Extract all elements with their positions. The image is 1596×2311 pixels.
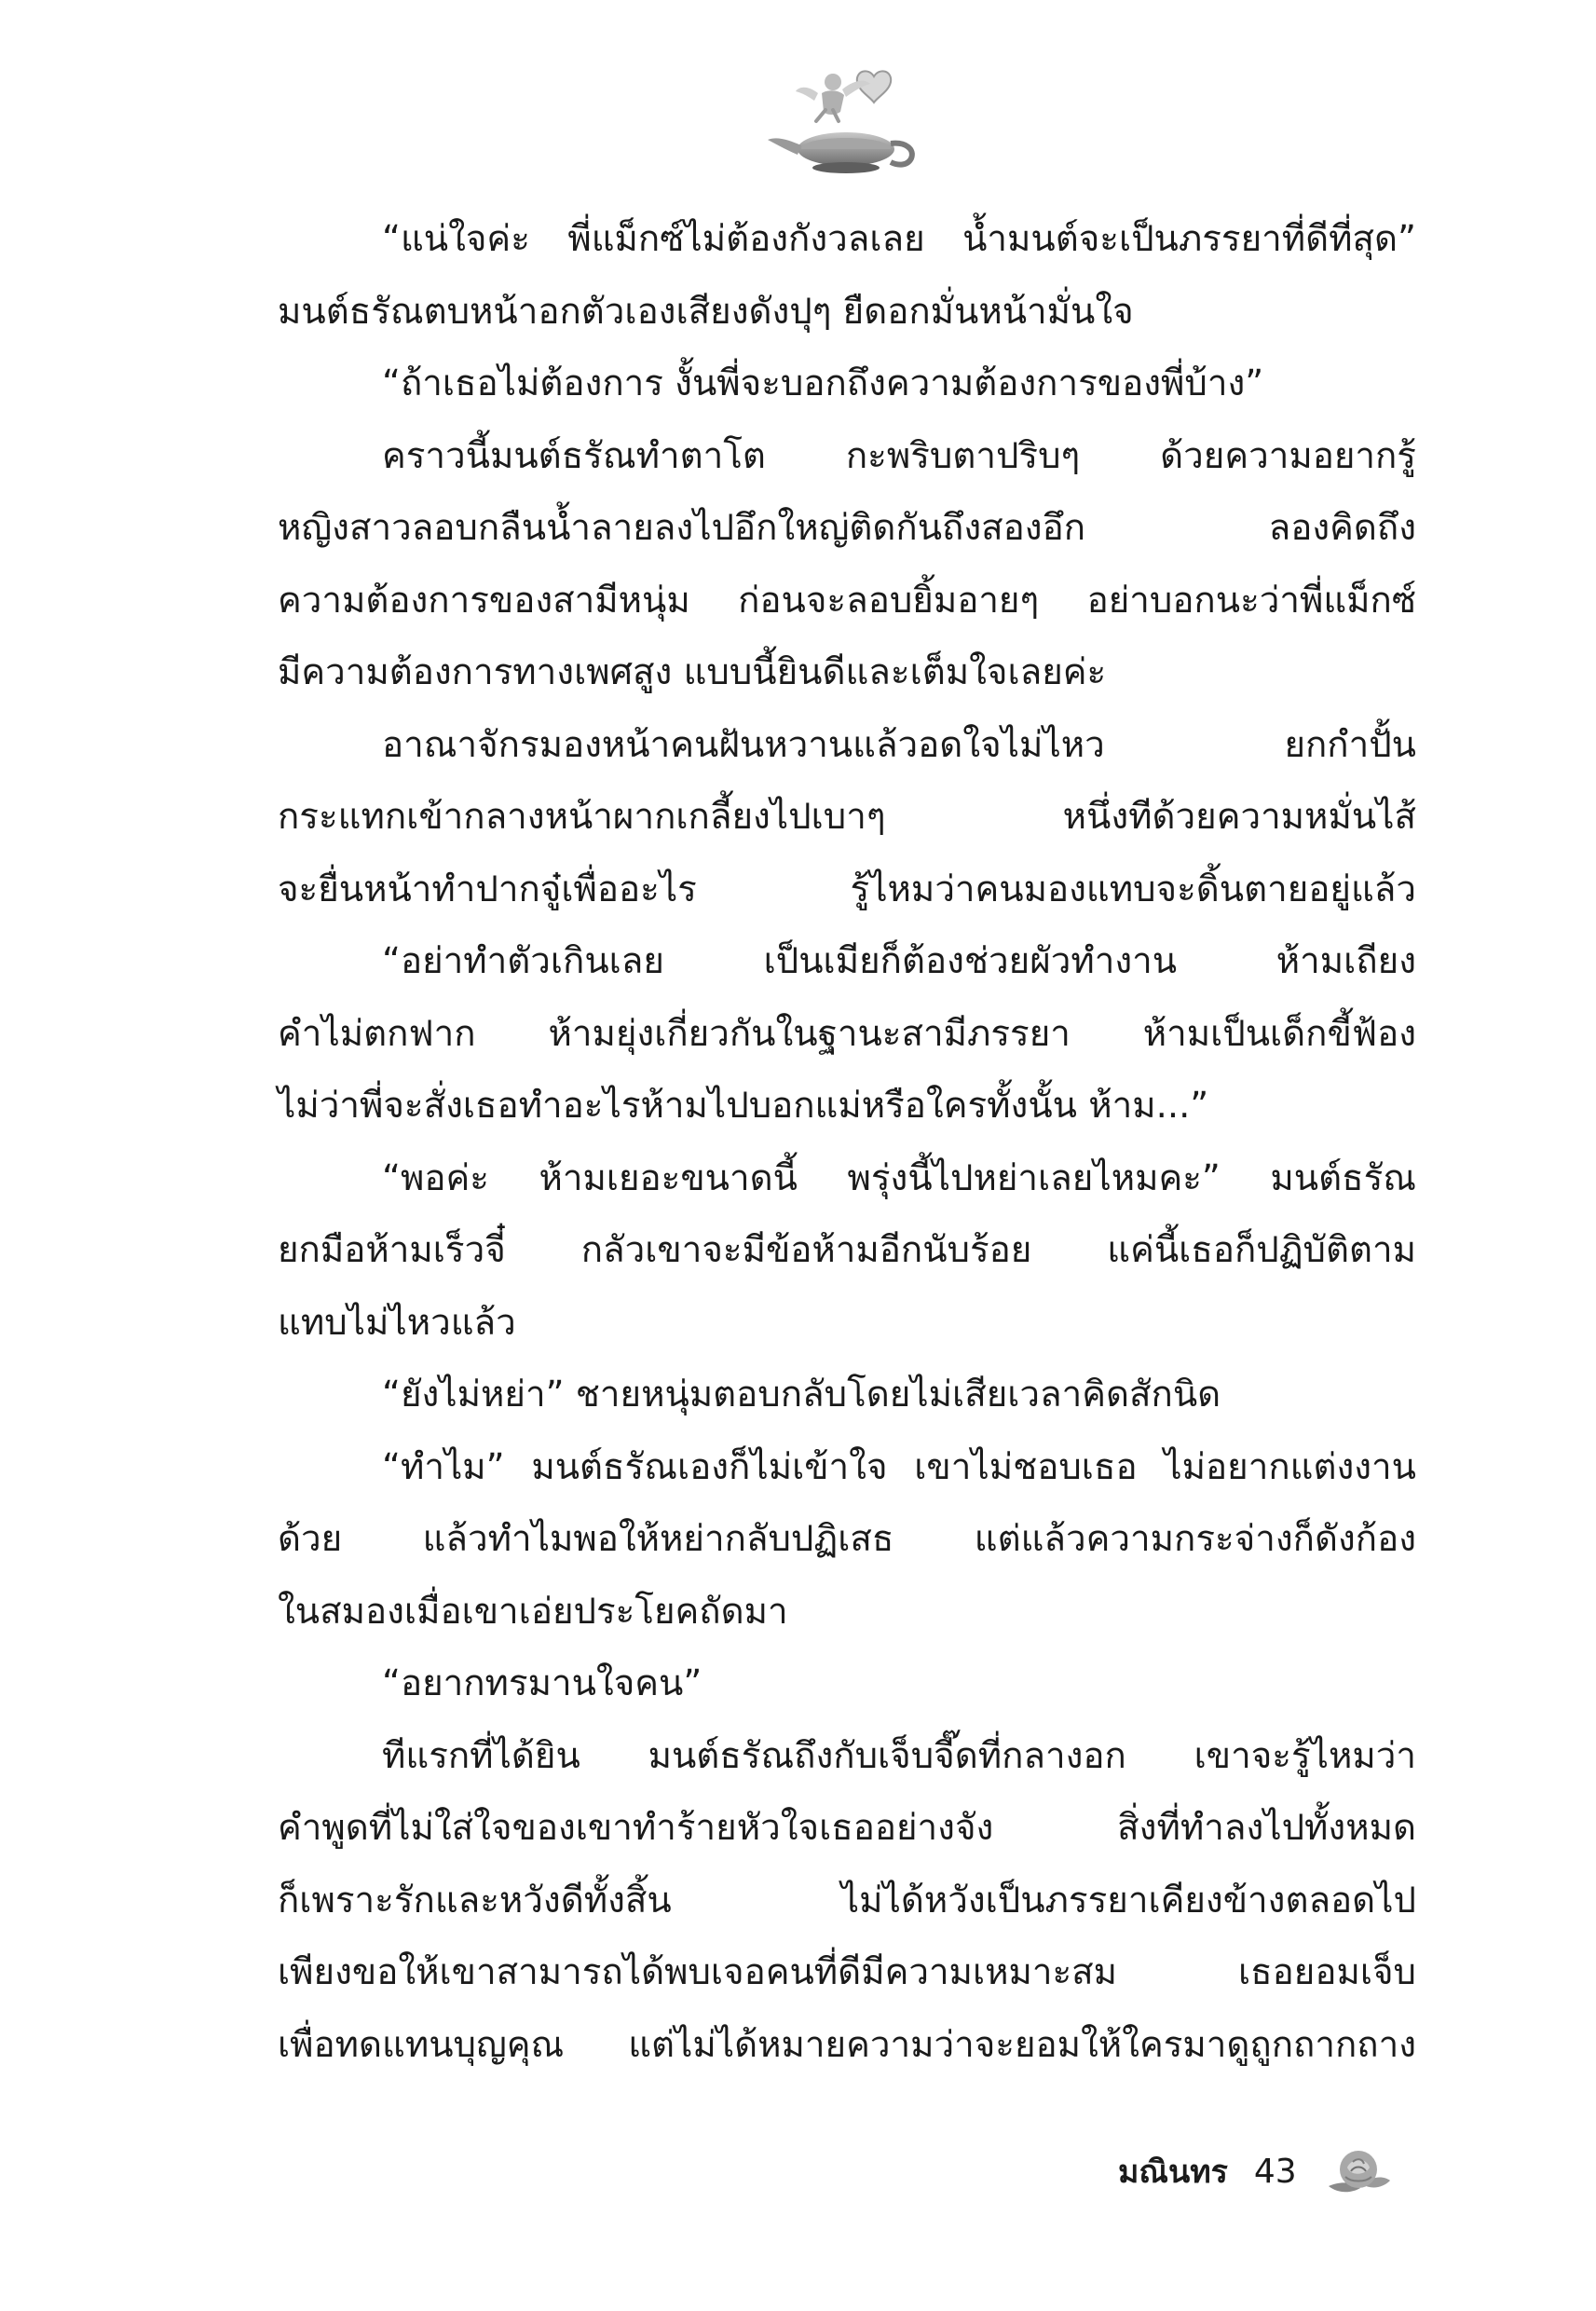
text-line: มีความต้องการทางเพศสูง แบบนี้ยินดีและเต็มใจเลยค่ะ <box>278 651 1107 693</box>
text-line: กระแทกเข้ากลางหน้าผากเกลี้ยงไปเบาๆ หนึ่งทีด้วยความหมั่นไส้ <box>278 796 1416 838</box>
text-line: ด้วย แล้วทำไมพอให้หย่ากลับปฏิเสธ แต่แล้วความกระจ่างก็ดังก้อง <box>278 1518 1416 1560</box>
text-line: มนต์ธรัณตบหน้าอกตัวเองเสียงดังปุๆ ยืดอกมั่นหน้ามั่นใจ <box>278 290 1134 333</box>
page-footer <box>1118 2143 1394 2199</box>
text-line: “ถ้าเธอไม่ต้องการ งั้นพี่จะบอกถึงความต้องการของพี่บ้าง” <box>382 362 1264 404</box>
text-line: ก็เพราะรักและหวังดีทั้งสิ้น ไม่ได้หวังเป็นภรรยาเคียงข้างตลอดไป <box>278 1879 1416 1921</box>
text-line: อาณาจักรมองหน้าคนฝันหวานแล้วอดใจไม่ไหว ยกกำปั้น <box>382 723 1416 766</box>
text-line: เพื่อทดแทนบุญคุณ แต่ไม่ได้หมายความว่าจะยอมให้ใครมาดูถูกถากถาง <box>278 2023 1416 2066</box>
body-text <box>278 203 1416 2081</box>
text-line: “ทำไม” มนต์ธรัณเองก็ไม่เข้าใจ เขาไม่ชอบเธอ ไม่อยากแต่งงาน <box>382 1445 1416 1488</box>
page-number: 43 <box>1253 2152 1297 2191</box>
text-line: แทบไม่ไหวแล้ว <box>278 1301 516 1344</box>
text-line: คำพูดที่ไม่ใส่ใจของเขาทำร้ายหัวใจเธออย่างจัง สิ่งที่ทำลงไปทั้งหมด <box>278 1807 1416 1849</box>
rose-ornament-icon <box>1321 2143 1394 2199</box>
text-line: “พอค่ะ ห้ามเยอะขนาดนี้ พรุ่งนี้ไปหย่าเลยไหมคะ” มนต์ธรัณ <box>382 1156 1416 1199</box>
text-line: ไม่ว่าพี่จะสั่งเธอทำอะไรห้ามไปบอกแม่หรือใครทั้งนั้น ห้าม...” <box>278 1085 1209 1127</box>
text-line: ในสมองเมื่อเขาเอ่ยประโยคถัดมา <box>278 1590 788 1633</box>
text-line: “อย่าทำตัวเกินเลย เป็นเมียก็ต้องช่วยผัวทำงาน ห้ามเถียง <box>382 940 1416 982</box>
text-line: จะยื่นหน้าทำปากจู๋เพื่ออะไร รู้ไหมว่าคนมองแทบจะดิ้นตายอยู่แล้ว <box>278 868 1416 910</box>
text-line: “อยากทรมานใจคน” <box>382 1662 703 1704</box>
text-line: เพียงขอให้เขาสามารถได้พบเจอคนที่ดีมีความเหมาะสม เธอยอมเจ็บ <box>278 1951 1416 1993</box>
text-line: ยกมือห้ามเร็วจี๋ กลัวเขาจะมีข้อห้ามอีกนับร้อย แค่นี้เธอก็ปฏิบัติตาม <box>278 1229 1416 1271</box>
text-line: คราวนี้มนต์ธรัณทำตาโต กะพริบตาปริบๆ ด้วยความอยากรู้ <box>382 434 1416 477</box>
text-line: หญิงสาวลอบกลืนน้ำลายลงไปอึกใหญ่ติดกันถึงสองอึก ลองคิดถึง <box>278 507 1416 549</box>
text-line: “ยังไม่หย่า” ชายหนุ่มตอบกลับโดยไม่เสียเวลาคิดสักนิด <box>382 1374 1221 1415</box>
teapot-cupid-ornament-icon <box>764 56 922 177</box>
text-line: ความต้องการของสามีหนุ่ม ก่อนจะลอบยิ้มอายๆ อย่าบอกนะว่าพี่แม็กซ์ <box>278 579 1416 622</box>
text-line: ทีแรกที่ได้ยิน มนต์ธรัณถึงกับเจ็บจี๊ดที่กลางอก เขาจะรู้ไหมว่า <box>382 1734 1416 1777</box>
text-line: “แน่ใจค่ะ พี่แม็กซ์ไม่ต้องกังวลเลย น้ำมนต์จะเป็นภรรยาที่ดีที่สุด” <box>382 218 1416 260</box>
author-name: มณินทร <box>1118 2154 1228 2191</box>
text-line: คำไม่ตกฟาก ห้ามยุ่งเกี่ยวกันในฐานะสามีภรรยา ห้ามเป็นเด็กขี้ฟ้อง <box>278 1012 1416 1055</box>
